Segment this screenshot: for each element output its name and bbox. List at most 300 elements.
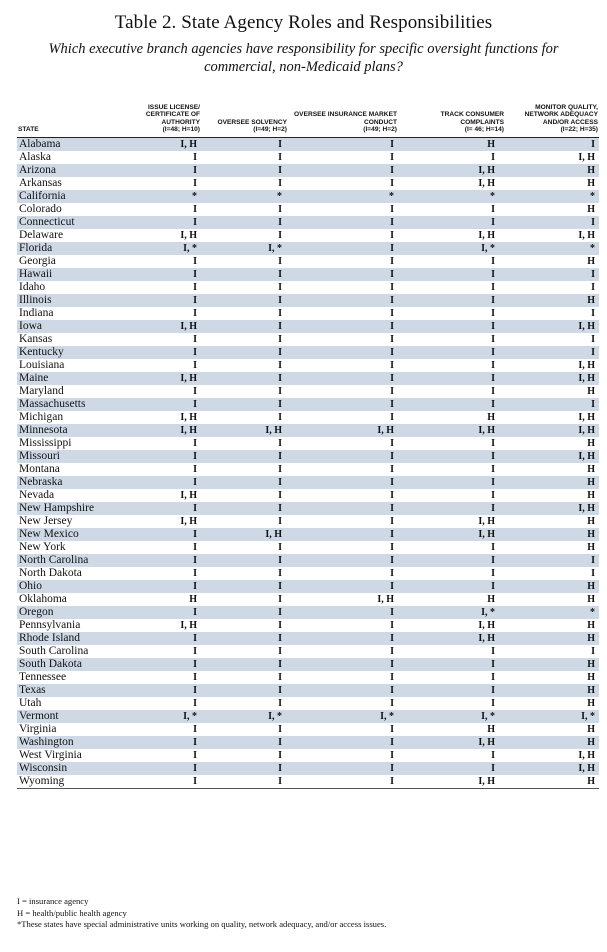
market-conduct-cell: I xyxy=(288,216,398,229)
solvency-cell: * xyxy=(201,190,288,203)
state-cell: Utah xyxy=(19,697,42,709)
table-row xyxy=(17,671,599,684)
table-row xyxy=(17,515,599,528)
state-cell: Massachusetts xyxy=(17,398,114,411)
license-cell: H xyxy=(189,594,197,605)
column-header-label: TRACK CONSUMER COMPLAINTS xyxy=(440,111,504,126)
market-conduct-cell: I xyxy=(390,542,394,553)
quality-cell: H xyxy=(505,775,599,789)
market-conduct-cell: I xyxy=(288,554,398,567)
market-conduct-cell: I, H xyxy=(377,594,394,605)
table-row xyxy=(17,749,599,762)
complaints-cell: I xyxy=(398,398,505,411)
solvency-cell: I xyxy=(278,308,282,319)
quality-cell: H xyxy=(587,672,595,683)
solvency-cell: I xyxy=(278,360,282,371)
license-cell: I, * xyxy=(114,710,201,723)
quality-cell: H xyxy=(587,542,595,553)
market-conduct-cell: I xyxy=(390,256,394,267)
license-cell: I xyxy=(114,476,201,489)
solvency-cell: I xyxy=(201,320,288,333)
quality-cell: H xyxy=(587,724,595,735)
column-header-label: OVERSEE INSURANCE MARKET CONDUCT xyxy=(294,111,397,126)
table-row xyxy=(17,268,599,281)
quality-cell: I xyxy=(505,138,599,152)
complaints-cell: I xyxy=(398,762,505,775)
complaints-cell: H xyxy=(487,594,495,605)
license-cell: I xyxy=(114,294,201,307)
state-cell: Vermont xyxy=(17,710,114,723)
license-cell: I xyxy=(193,724,197,735)
market-conduct-cell: I xyxy=(390,464,394,475)
column-header-label: OVERSEE SOLVENCY xyxy=(217,118,287,126)
license-cell: I xyxy=(193,646,197,657)
table-row xyxy=(17,710,599,723)
state-cell: North Dakota xyxy=(19,567,82,579)
state-cell: Wyoming xyxy=(17,775,114,789)
complaints-cell: I xyxy=(491,490,495,501)
state-cell: Kentucky xyxy=(17,346,114,359)
market-conduct-cell: I xyxy=(288,632,398,645)
quality-cell: I, H xyxy=(578,412,595,423)
state-cell: New York xyxy=(19,541,66,553)
market-conduct-cell: I xyxy=(288,138,398,152)
state-cell: West Virginia xyxy=(19,749,82,761)
solvency-cell: I xyxy=(201,658,288,671)
quality-cell: I xyxy=(591,334,595,345)
market-conduct-cell: I xyxy=(390,412,394,423)
solvency-cell: I xyxy=(201,294,288,307)
market-conduct-cell: I xyxy=(288,346,398,359)
solvency-cell: I xyxy=(278,750,282,761)
complaints-cell: I xyxy=(398,346,505,359)
quality-cell: I, H xyxy=(505,450,599,463)
table-row xyxy=(17,554,599,567)
complaints-cell: I xyxy=(398,658,505,671)
quality-cell: H xyxy=(505,684,599,697)
solvency-cell: I xyxy=(278,178,282,189)
solvency-cell: I, H xyxy=(201,528,288,541)
table-row xyxy=(17,424,599,437)
quality-cell: I, * xyxy=(505,710,599,723)
solvency-cell: I xyxy=(201,450,288,463)
complaints-cell: I xyxy=(491,698,495,709)
column-header-label: ISSUE LICENSE/ CERTIFICATE OF AUTHORITY xyxy=(145,103,200,126)
table-row xyxy=(17,632,599,645)
complaints-cell: I, H xyxy=(398,736,505,749)
license-cell: I xyxy=(193,308,197,319)
complaints-cell: H xyxy=(487,412,495,423)
solvency-cell: I xyxy=(278,542,282,553)
state-cell: Michigan xyxy=(19,411,64,423)
market-conduct-cell: I, * xyxy=(288,710,398,723)
table-row xyxy=(17,541,599,554)
solvency-cell: I xyxy=(278,516,282,527)
market-conduct-cell: * xyxy=(288,190,398,203)
table-row xyxy=(17,502,599,515)
complaints-cell: I xyxy=(491,204,495,215)
column-header-license xyxy=(114,88,201,138)
license-cell: I, H xyxy=(114,372,201,385)
complaints-cell: I, H xyxy=(398,775,505,789)
state-cell: Nevada xyxy=(19,489,55,501)
state-cell: California xyxy=(17,190,114,203)
quality-cell: H xyxy=(505,658,599,671)
license-cell: I xyxy=(193,568,197,579)
license-cell: I xyxy=(193,698,197,709)
table-row xyxy=(17,528,599,541)
state-cell: Montana xyxy=(19,463,60,475)
footnote-health-agency: H = health/public health agency xyxy=(17,907,127,918)
quality-cell: * xyxy=(505,606,599,619)
license-cell: I xyxy=(114,580,201,593)
solvency-cell: I xyxy=(278,230,282,241)
state-cell: Mississippi xyxy=(19,437,72,449)
state-cell: Arkansas xyxy=(19,177,62,189)
market-conduct-cell: I xyxy=(390,438,394,449)
complaints-cell: I xyxy=(398,580,505,593)
market-conduct-cell: I xyxy=(288,580,398,593)
license-cell: I xyxy=(114,346,201,359)
solvency-cell: I xyxy=(201,476,288,489)
table-row xyxy=(17,242,599,255)
solvency-cell: I xyxy=(201,138,288,152)
complaints-cell: I xyxy=(398,268,505,281)
complaints-cell: I, H xyxy=(478,230,495,241)
solvency-cell: I xyxy=(278,334,282,345)
table-row xyxy=(17,684,599,697)
table-row xyxy=(17,320,599,333)
market-conduct-cell: I xyxy=(390,568,394,579)
quality-cell: H xyxy=(587,594,595,605)
quality-cell: H xyxy=(587,698,595,709)
solvency-cell: I xyxy=(278,386,282,397)
state-cell: Florida xyxy=(17,242,114,255)
quality-cell: H xyxy=(505,528,599,541)
quality-cell: I xyxy=(505,268,599,281)
market-conduct-cell: I, H xyxy=(288,424,398,437)
quality-cell: H xyxy=(505,294,599,307)
solvency-cell: I xyxy=(278,568,282,579)
table-row xyxy=(17,255,599,268)
table-row xyxy=(17,593,599,606)
state-cell: Hawaii xyxy=(17,268,114,281)
state-cell: Maine xyxy=(17,372,114,385)
license-cell: I, H xyxy=(180,620,197,631)
table-row xyxy=(17,281,599,294)
complaints-cell: I xyxy=(398,216,505,229)
market-conduct-cell: I xyxy=(288,242,398,255)
header-row xyxy=(17,88,599,138)
state-cell: Arizona xyxy=(17,164,114,177)
state-cell: New Hampshire xyxy=(17,502,114,515)
market-conduct-cell: I xyxy=(288,775,398,789)
solvency-cell: I xyxy=(201,762,288,775)
complaints-cell: I xyxy=(398,320,505,333)
column-header-market-conduct xyxy=(288,88,398,138)
table-row xyxy=(17,476,599,489)
license-cell: I, H xyxy=(114,424,201,437)
market-conduct-cell: I xyxy=(390,308,394,319)
quality-cell: H xyxy=(505,164,599,177)
state-cell: Illinois xyxy=(17,294,114,307)
quality-cell: I xyxy=(505,554,599,567)
market-conduct-cell: I xyxy=(390,672,394,683)
state-cell: Nebraska xyxy=(17,476,114,489)
license-cell: I xyxy=(114,554,201,567)
license-cell: I xyxy=(193,256,197,267)
complaints-cell: I xyxy=(491,152,495,163)
complaints-cell: I xyxy=(398,684,505,697)
license-cell: I xyxy=(114,762,201,775)
complaints-cell: I xyxy=(398,294,505,307)
table-body xyxy=(17,138,599,789)
quality-cell: I xyxy=(591,308,595,319)
quality-cell: I, H xyxy=(578,152,595,163)
complaints-cell: I xyxy=(398,450,505,463)
complaints-cell: I xyxy=(491,282,495,293)
complaints-cell: I xyxy=(491,386,495,397)
market-conduct-cell: I xyxy=(390,724,394,735)
market-conduct-cell: I xyxy=(390,282,394,293)
column-header-count: (I=49; H=2) xyxy=(253,126,287,134)
license-cell: I xyxy=(193,672,197,683)
license-cell: * xyxy=(114,190,201,203)
solvency-cell: I xyxy=(278,646,282,657)
column-header-count: (I=48; H=10) xyxy=(162,126,200,134)
quality-cell: H xyxy=(587,204,595,215)
table-row xyxy=(17,736,599,749)
table-row xyxy=(17,645,599,658)
state-cell: Kansas xyxy=(19,333,53,345)
complaints-cell: I xyxy=(398,372,505,385)
state-cell: Oklahoma xyxy=(19,593,67,605)
license-cell: I xyxy=(193,386,197,397)
license-cell: I xyxy=(193,438,197,449)
quality-cell: H xyxy=(587,386,595,397)
quality-cell: I, H xyxy=(505,372,599,385)
state-cell: Delaware xyxy=(19,229,64,241)
table-row xyxy=(17,723,599,736)
quality-cell: I xyxy=(591,568,595,579)
state-cell: Washington xyxy=(17,736,114,749)
table-row xyxy=(17,307,599,320)
license-cell: I xyxy=(114,684,201,697)
market-conduct-cell: I xyxy=(288,294,398,307)
market-conduct-cell: I xyxy=(390,178,394,189)
quality-cell: H xyxy=(505,632,599,645)
solvency-cell: I xyxy=(278,412,282,423)
quality-cell: I xyxy=(591,646,595,657)
table-subtitle: Which executive branch agencies have responsibility for specific oversight functions for commercial, non-Medicaid plans? xyxy=(48,41,559,75)
license-cell: I, H xyxy=(180,230,197,241)
state-cell: Wisconsin xyxy=(17,762,114,775)
quality-cell: I xyxy=(505,346,599,359)
market-conduct-cell: I xyxy=(288,372,398,385)
complaints-cell: H xyxy=(398,138,505,152)
complaints-cell: I xyxy=(491,646,495,657)
license-cell: I xyxy=(114,632,201,645)
solvency-cell: I xyxy=(201,632,288,645)
market-conduct-cell: I xyxy=(390,360,394,371)
table-row xyxy=(17,580,599,593)
state-cell: Missouri xyxy=(17,450,114,463)
state-cell: Idaho xyxy=(19,281,46,293)
solvency-cell: I xyxy=(201,554,288,567)
license-cell: I xyxy=(193,282,197,293)
market-conduct-cell: I xyxy=(288,450,398,463)
quality-cell: I, H xyxy=(505,502,599,515)
column-header-count: (I=22; H=35) xyxy=(560,126,598,134)
market-conduct-cell: I xyxy=(288,320,398,333)
table-row xyxy=(17,359,599,372)
table-row xyxy=(17,385,599,398)
market-conduct-cell: I xyxy=(288,684,398,697)
solvency-cell: I xyxy=(278,698,282,709)
complaints-cell: I, * xyxy=(398,606,505,619)
solvency-cell: I xyxy=(201,580,288,593)
market-conduct-cell: I xyxy=(390,152,394,163)
column-header-quality xyxy=(505,88,599,138)
complaints-cell: I xyxy=(491,542,495,553)
solvency-cell: I xyxy=(278,672,282,683)
footnote-insurance-agency: I = insurance agency xyxy=(17,896,89,906)
table-row xyxy=(17,346,599,359)
solvency-cell: I, * xyxy=(201,242,288,255)
table-row xyxy=(17,372,599,385)
table-row xyxy=(17,190,599,203)
market-conduct-cell: I xyxy=(390,386,394,397)
license-cell: I xyxy=(193,178,197,189)
quality-cell: I, H xyxy=(578,230,595,241)
solvency-cell: I xyxy=(201,736,288,749)
complaints-cell: I xyxy=(398,476,505,489)
market-conduct-cell: I xyxy=(288,658,398,671)
complaints-cell: I xyxy=(491,672,495,683)
table-row xyxy=(17,619,599,632)
solvency-cell: I xyxy=(201,164,288,177)
complaints-cell: I, H xyxy=(398,164,505,177)
table-row xyxy=(17,203,599,216)
market-conduct-cell: I xyxy=(390,490,394,501)
complaints-cell: I xyxy=(398,502,505,515)
solvency-cell: I xyxy=(278,204,282,215)
solvency-cell: I xyxy=(278,594,282,605)
quality-cell: H xyxy=(587,490,595,501)
state-cell: Indiana xyxy=(19,307,54,319)
state-cell: South Dakota xyxy=(17,658,114,671)
table-row xyxy=(17,216,599,229)
state-cell: Alaska xyxy=(19,151,51,163)
solvency-cell: I xyxy=(278,282,282,293)
table-row xyxy=(17,411,599,424)
quality-cell: I, H xyxy=(578,750,595,761)
complaints-cell: I xyxy=(491,256,495,267)
license-cell: I xyxy=(114,658,201,671)
license-cell: I, * xyxy=(114,242,201,255)
table-row xyxy=(17,697,599,710)
solvency-cell: I xyxy=(201,775,288,789)
column-header-solvency xyxy=(201,88,288,138)
license-cell: I, H xyxy=(180,490,197,501)
table-row xyxy=(17,762,599,775)
quality-cell: * xyxy=(505,190,599,203)
complaints-cell: I, H xyxy=(398,424,505,437)
state-cell: Maryland xyxy=(19,385,64,397)
market-conduct-cell: I xyxy=(288,398,398,411)
solvency-cell: I xyxy=(278,620,282,631)
solvency-cell: I xyxy=(201,372,288,385)
complaints-cell: I, H xyxy=(478,516,495,527)
state-cell: Oregon xyxy=(17,606,114,619)
column-header-label: MONITOR QUALITY, NETWORK ADEQUACY AND/OR ACCESS xyxy=(524,103,598,126)
complaints-cell: I xyxy=(491,750,495,761)
solvency-cell: I xyxy=(201,268,288,281)
complaints-cell: I xyxy=(491,438,495,449)
solvency-cell: I xyxy=(278,152,282,163)
solvency-cell: I xyxy=(201,216,288,229)
quality-cell: H xyxy=(587,256,595,267)
market-conduct-cell: I xyxy=(288,502,398,515)
license-cell: I xyxy=(193,464,197,475)
table-row xyxy=(17,333,599,346)
license-cell: I xyxy=(114,606,201,619)
quality-cell: I, H xyxy=(505,320,599,333)
license-cell: I xyxy=(193,750,197,761)
market-conduct-cell: I xyxy=(288,606,398,619)
market-conduct-cell: I xyxy=(288,736,398,749)
complaints-cell: I xyxy=(491,334,495,345)
complaints-cell: H xyxy=(487,724,495,735)
market-conduct-cell: I xyxy=(288,268,398,281)
license-cell: I xyxy=(193,204,197,215)
license-cell: I xyxy=(114,775,201,789)
quality-cell: H xyxy=(587,464,595,475)
state-cell: Ohio xyxy=(17,580,114,593)
market-conduct-cell: I xyxy=(390,698,394,709)
complaints-cell: I, H xyxy=(398,632,505,645)
table-row xyxy=(17,151,599,164)
solvency-cell: I xyxy=(278,724,282,735)
solvency-cell: I xyxy=(201,606,288,619)
market-conduct-cell: I xyxy=(390,646,394,657)
state-cell: Pennsylvania xyxy=(19,619,81,631)
market-conduct-cell: I xyxy=(288,476,398,489)
quality-cell: H xyxy=(587,620,595,631)
license-cell: I xyxy=(114,216,201,229)
quality-cell: * xyxy=(505,242,599,255)
table-row xyxy=(17,138,599,152)
complaints-cell: I xyxy=(398,554,505,567)
table-row xyxy=(17,450,599,463)
quality-cell: H xyxy=(587,178,595,189)
license-cell: I xyxy=(114,502,201,515)
license-cell: I, H xyxy=(114,138,201,152)
table-row xyxy=(17,294,599,307)
quality-cell: I, H xyxy=(505,424,599,437)
license-cell: I xyxy=(114,164,201,177)
market-conduct-cell: I xyxy=(390,516,394,527)
market-conduct-cell: I xyxy=(390,334,394,345)
market-conduct-cell: I xyxy=(390,204,394,215)
solvency-cell: I xyxy=(201,398,288,411)
quality-cell: H xyxy=(505,476,599,489)
state-cell: South Carolina xyxy=(19,645,89,657)
quality-cell: I xyxy=(591,282,595,293)
state-cell: Virginia xyxy=(19,723,57,735)
market-conduct-cell: I xyxy=(390,230,394,241)
column-header-count: (I=49; H=2) xyxy=(363,126,397,134)
